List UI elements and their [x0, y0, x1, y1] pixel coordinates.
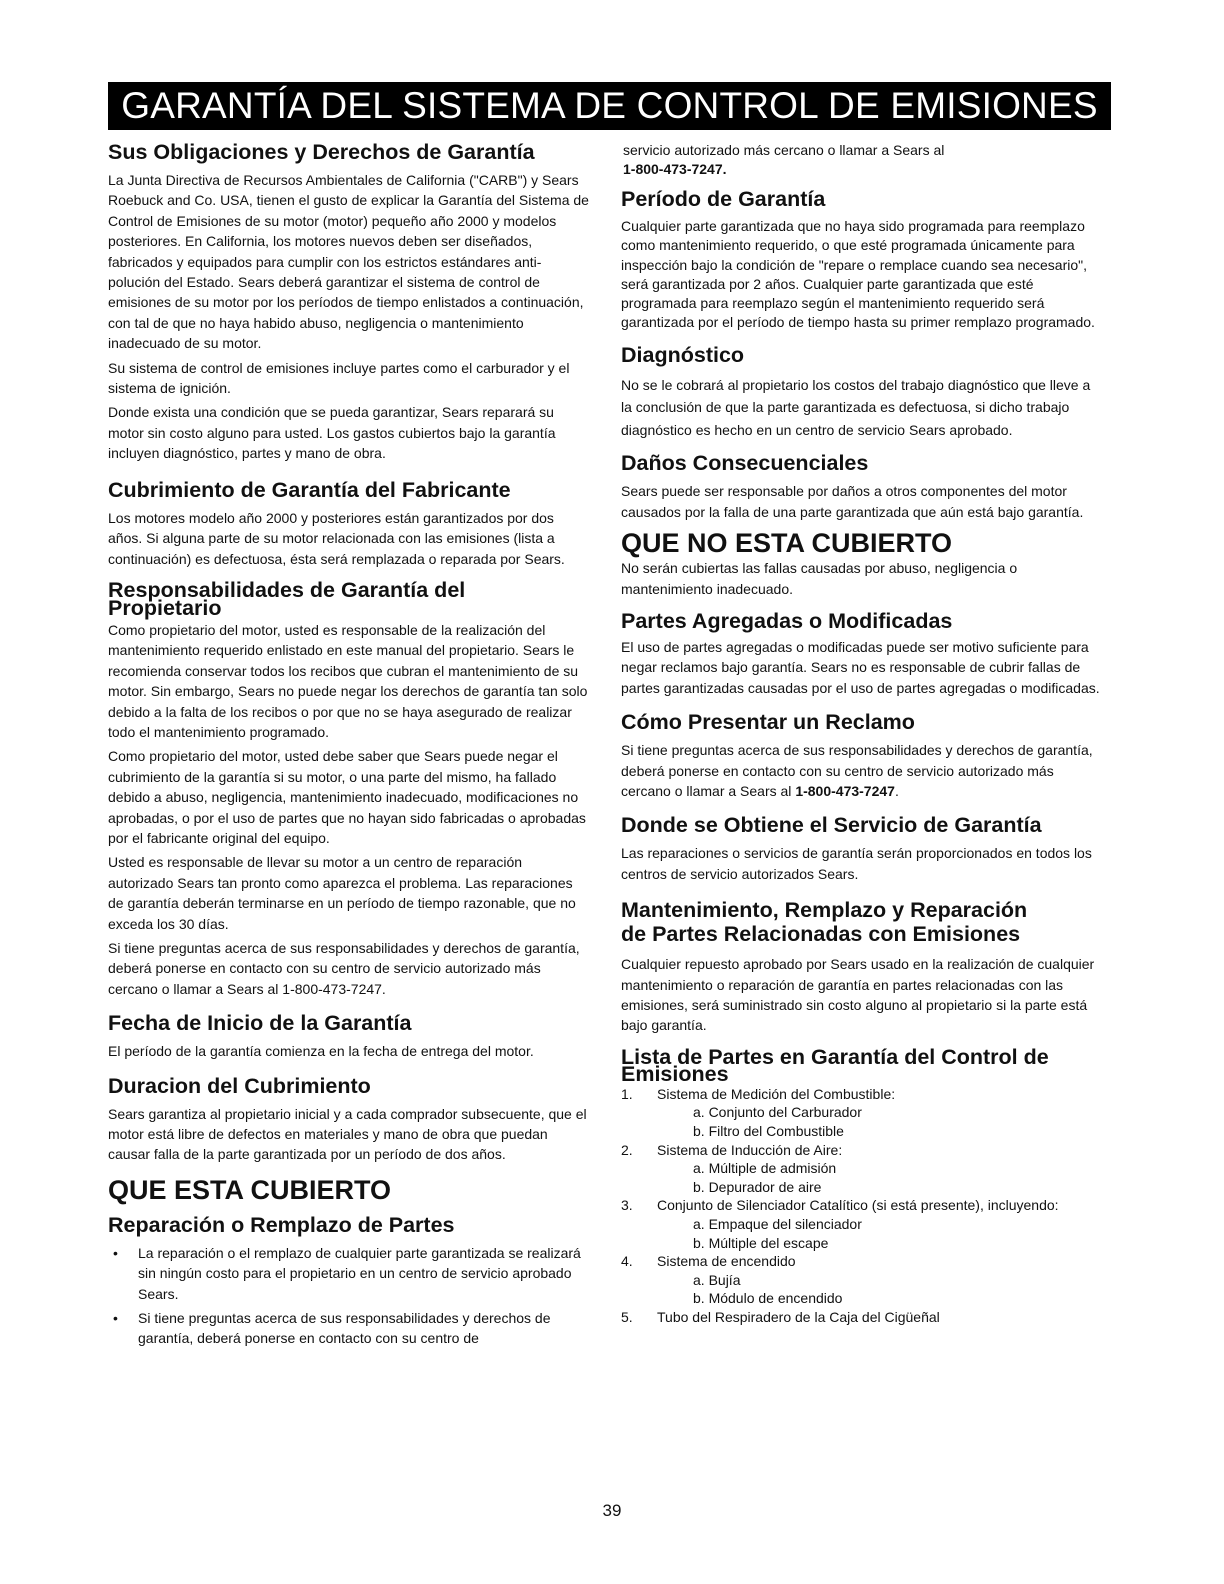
- parts-sublist-item: b. Múltiple del escape: [693, 1234, 829, 1251]
- paragraph: Sears garantiza al propietario inicial y a cada comprador subsecuente, que el motor está libre de defectos en materiales y mano de obra que puedan causar falla de la parte garantizada por un período de dos años.: [108, 1105, 587, 1163]
- paragraph: Donde exista una condición que se pueda garantizar, Sears reparará su motor sin costo alguno para usted. Los gastos cubiertos bajo la garantía incluyen diagnóstico, partes y mano de obra.: [108, 404, 556, 462]
- parts-list-item: [621, 1308, 1105, 1327]
- paragraph: Como propietario del motor, usted es responsable de la realización del mantenimiento requerido enlistado en este manual del propietario. Sears le recomienda conservar todos los recibos que cubran el mantenimiento de su motor. Sin embargo, Sears no puede negar los derechos de garantía tan solo debido a la falta de los recibos o por que no se haya asegurado de realizar todo el mantenimiento programado.: [108, 621, 588, 740]
- parts-list-item: [621, 1141, 1105, 1160]
- paragraph: Cualquier parte garantizada que no haya sido programada para reemplazo como mantenimiento requerido, o que esté programada únicamente para inspección bajo la condición de "repare o remplace cuando sea necesario", será garantizada por 2 años. Cualquier parte garantizada que esté programada para reemplazo según el mantenimiento requerido será garantizada por el período de tiempo hasta su primer remplazo programado.: [621, 218, 1095, 331]
- heading-que-esta-cubierto: QUE ESTA CUBIERTO: [108, 1174, 392, 1205]
- parts-sublist-item: b. Depurador de aire: [693, 1178, 822, 1195]
- paragraph: Los motores modelo año 2000 y posteriores están garantizados por dos años. Si alguna parte de su motor relacionada con las emisiones (lista a continuación) es defectuosa, ésta será remplazada o reparada por Sears.: [108, 509, 565, 567]
- paragraph: Si tiene preguntas acerca de sus responsabilidades y derechos de garantía, deberá ponerse en contacto con su centro de servicio autorizado más cercano o llamar a Sears al 1-800-473-7247.: [108, 940, 580, 997]
- paragraph-text: servicio autorizado más cercano o llamar a Sears al: [623, 142, 945, 158]
- paragraph: Como propietario del motor, usted debe saber que Sears puede negar el cubrimiento de la garantía si su motor, o una parte del mismo, ha fallado debido a abuso, negligencia, mantenimiento inadecuado, modificaciones no aprobadas, o por el uso de partes que no hayan sido fabricadas o aprobadas por el fabricante original del equipo.: [108, 748, 586, 846]
- bullet: •: [113, 1244, 118, 1261]
- phone-number: 1-800-473-7247.: [623, 161, 727, 177]
- heading-line: Emisiones: [621, 1061, 729, 1086]
- heading-diagnostico: Diagnóstico: [621, 342, 745, 367]
- parts-sublist-item: a. Empaque del silenciador: [693, 1215, 862, 1232]
- parts-sublist-item: a. Múltiple de admisión: [693, 1160, 837, 1177]
- page-banner-title: GARANTÍA DEL SISTEMA DE CONTROL DE EMISIONES: [108, 82, 1111, 130]
- page-number: 39: [602, 1501, 622, 1520]
- paragraph: No serán cubiertas las fallas causadas por abuso, negligencia o mantenimiento inadecuado.: [621, 560, 1018, 597]
- heading-line: de Partes Relacionadas con Emisiones: [621, 922, 1021, 947]
- parts-list-number: 4.: [621, 1253, 633, 1270]
- left-column: [108, 140, 590, 1353]
- paragraph: Cualquier repuesto aprobado por Sears usado en la realización de cualquier mantenimiento o reparación de garantía en partes relacionadas con las emisiones, será suministrado sin costo alguno al propietario si la parte está bajo garantía.: [621, 956, 1095, 1034]
- parts-list-text: Sistema de Inducción de Aire:: [657, 1141, 843, 1158]
- right-column: [621, 141, 1105, 1327]
- parts-sublist-item: b. Módulo de encendido: [693, 1290, 843, 1307]
- paragraph: El uso de partes agregadas o modificadas puede ser motivo suficiente para negar reclamos bajo garantía. Sears no es responsable de cubrir fallas de partes garantizadas causadas por el uso de partes agregadas o modificadas.: [621, 638, 1100, 696]
- heading-line: Propietario: [108, 595, 222, 620]
- list-item: [108, 1243, 590, 1304]
- parts-list-text: Conjunto de Silenciador Catalítico (si está presente), incluyendo:: [657, 1197, 1059, 1214]
- list-item-text: La reparación o el remplazo de cualquier parte garantizada se realizará sin ningún costo para el propietario en un centro de servicio aprobado Sears.: [138, 1244, 581, 1302]
- heading-line: Lista de Partes en Garantía del Control de: [621, 1044, 1049, 1069]
- paragraph: [621, 740, 1105, 801]
- heading-responsabilidades: [108, 577, 590, 620]
- parts-list-number: 5.: [621, 1308, 633, 1325]
- parts-list-text: Sistema de encendido: [657, 1253, 796, 1270]
- heading-fecha-inicio: Fecha de Inicio de la Garantía: [108, 1011, 412, 1036]
- phone-number: 1-800-473-7247: [795, 782, 895, 799]
- list-item-text: Si tiene preguntas acerca de sus responsabilidades y derechos de garantía, deberá ponerse en contacto con su centro de: [138, 1310, 551, 1347]
- paragraph: No se le cobrará al propietario los costos del trabajo diagnóstico que lleve a la conclusión de que la parte garantizada es defectuosa, si dicho trabajo diagnóstico es hecho en un centro de servicio Sears aprobado.: [621, 376, 1091, 438]
- paragraph: Usted es responsable de llevar su motor a un centro de reparación autorizado Sears tan pronto como aparezca el problema. Las reparaciones de garantía deberán terminarse en un período de tiempo razonable, que no exceda los 30 días.: [108, 854, 576, 932]
- heading-mantenimiento: [621, 898, 1105, 946]
- parts-list-text: Sistema de Medición del Combustible:: [657, 1085, 896, 1102]
- heading-lista-partes: [621, 1044, 1105, 1086]
- heading-donde-servicio: Donde se Obtiene el Servicio de Garantía: [621, 813, 1042, 838]
- heading-como-presentar: Cómo Presentar un Reclamo: [621, 710, 915, 735]
- parts-list-number: 3.: [621, 1197, 633, 1214]
- paragraph: El período de la garantía comienza en la fecha de entrega del motor.: [108, 1043, 534, 1060]
- parts-list-text: Tubo del Respiradero de la Caja del Cigüeñal: [657, 1308, 940, 1325]
- bullet-list: [108, 1243, 590, 1349]
- continued-paragraph: [621, 141, 1105, 179]
- parts-sublist-item: a. Bujía: [693, 1271, 741, 1288]
- parts-list-item: [621, 1196, 1105, 1215]
- heading-periodo-garantia: Período de Garantía: [621, 187, 826, 211]
- heading-danos-consecuenciales: Daños Consecuenciales: [621, 451, 869, 476]
- parts-list-number: 1.: [621, 1085, 633, 1102]
- parts-list-number: 2.: [621, 1141, 633, 1158]
- paragraph: La Junta Directiva de Recursos Ambientales de California ("CARB") y Sears Roebuck and Co. USA, tienen el gusto de explicar la Garantía del Sistema de Control de Emisiones de su motor (motor) pequeño año 2000 y modelos posteriores. En California, los motores nuevos deben ser diseñados, fabricados y equipados para cumplir con los estrictos estándares anti-polución del Estado. Sears deberá garantizar el sistema de control de emisiones de su motor por los períodos de tiempo enlistados a continuación, con tal de que no haya habido abuso, negligencia o mantenimiento inadecuado de su motor.: [108, 172, 589, 352]
- parts-list: [621, 1085, 1105, 1327]
- paragraph: Sears puede ser responsable por daños a otros componentes del motor causados por la falla de una parte garantizada que aún está bajo garantía.: [621, 483, 1084, 520]
- heading-reparacion-remplazo: Reparación o Remplazo de Partes: [108, 1212, 455, 1237]
- list-item: [108, 1308, 590, 1349]
- heading-line: Mantenimiento, Remplazo y Reparación: [621, 898, 1028, 923]
- paragraph: Las reparaciones o servicios de garantía serán proporcionados en todos los centros de servicio autorizados Sears.: [621, 845, 1092, 882]
- parts-list-item: [621, 1085, 1105, 1104]
- parts-sublist-item: b. Filtro del Combustible: [693, 1122, 844, 1139]
- paragraph: Su sistema de control de emisiones incluye partes como el carburador y el sistema de ignición.: [108, 359, 570, 397]
- paragraph-text: .: [894, 782, 899, 799]
- paragraph-text: Si tiene preguntas acerca de sus responsabilidades y derechos de garantía, deberá ponerse en contacto con su centro de servicio autorizado más cercano o llamar a Sears al: [621, 742, 1093, 799]
- bullet: •: [113, 1310, 118, 1327]
- heading-line: Responsabilidades de Garantía del: [108, 577, 466, 602]
- heading-partes-agregadas: Partes Agregadas o Modificadas: [621, 608, 953, 633]
- heading-que-no-esta-cubierto: QUE NO ESTA CUBIERTO: [621, 528, 953, 559]
- heading-duracion: Duracion del Cubrimiento: [108, 1073, 371, 1098]
- parts-sublist-item: a. Conjunto del Carburador: [693, 1104, 862, 1121]
- heading-obligaciones: Sus Obligaciones y Derechos de Garantía: [108, 140, 535, 164]
- parts-list-item: [621, 1252, 1105, 1271]
- heading-cubrimiento-fabricante: Cubrimiento de Garantía del Fabricante: [108, 477, 511, 502]
